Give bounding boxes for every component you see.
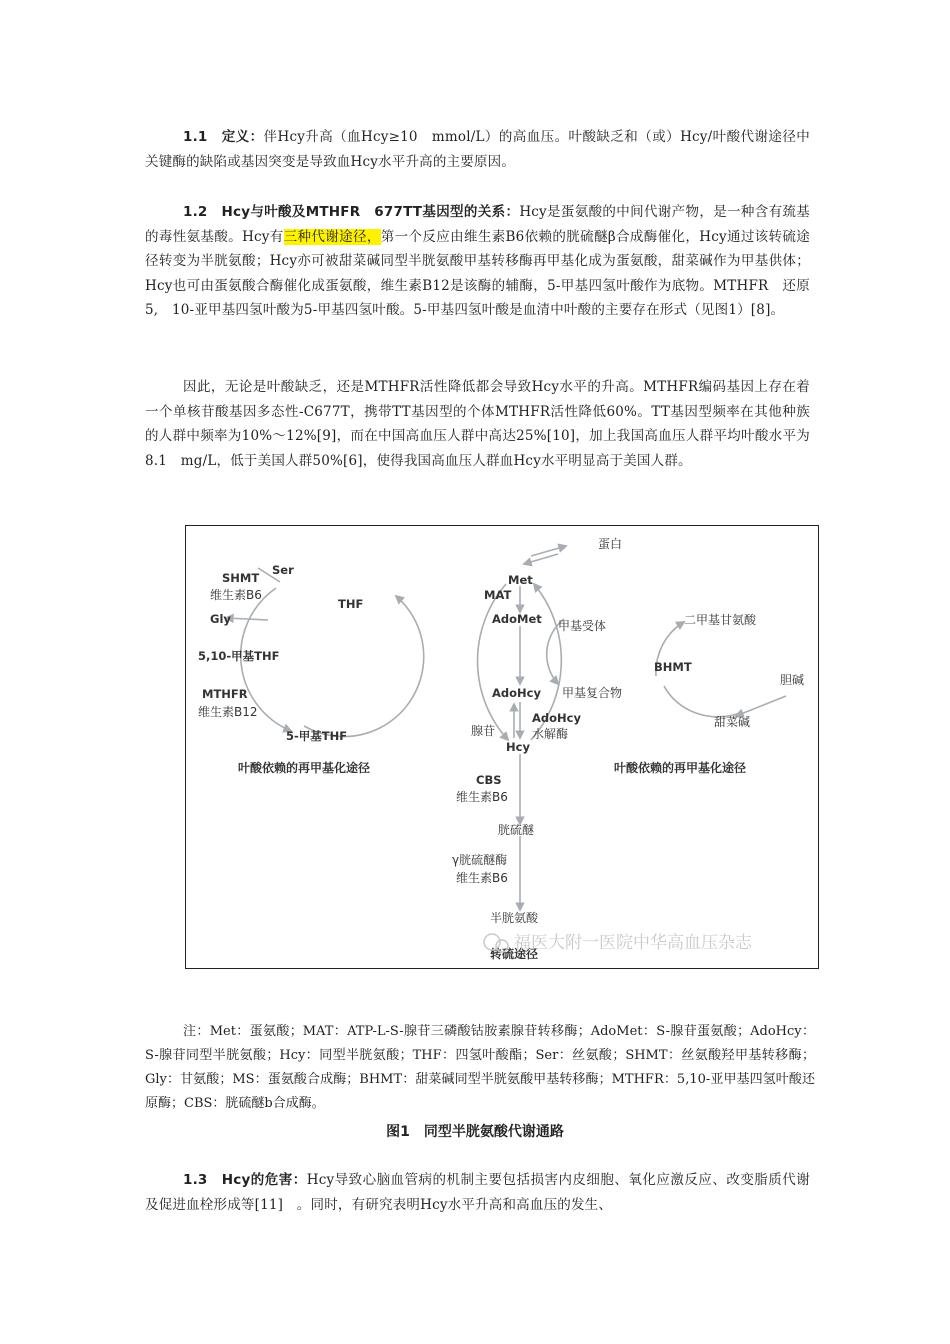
betaine-arc [664,686,740,717]
pathway-diagram [186,526,820,970]
section-1-1-heading: 定义： [221,129,264,145]
vitb6-cbs-label: 维生素B6 [456,790,508,804]
choline-label: 胆碱 [780,673,805,687]
protein-label: 蛋白 [598,537,623,551]
section-1-3 [145,1168,810,1217]
section-1-2-body-b: 第一个反应由维生素B6依赖的胱硫醚β合成酶催化，Hcy通过该转硫途径转变为半胱氨酸；Hcy亦可被甜菜碱同型半胱氨酸甲基转移酶再甲基化成为蛋氨酸，甜菜碱作为甲基供体；Hcy也可由蛋氨酸合酶催化成蛋氨酸，维生素B12是该酶的辅酶，5-甲基四氢叶酸作为底物。MTHFR 还原5, 10-亚甲基四氢叶酸为5-甲基四氢叶酸。5-甲基四氢叶酸是血清中叶酸的主要存在形式（见图1）[8]。 [145,228,810,318]
adohcy-enzyme-label-1: AdoHcy [532,711,581,725]
bhmt-label: BHMT [654,660,692,674]
methyl-thf-label: 5-甲基THF [286,729,348,743]
section-1-2 [145,200,810,323]
ser-label: Ser [272,563,294,577]
central-cycle-left [478,584,508,740]
section-1-3-body: Hcy导致心脑血管病的机制主要包括损害内皮细胞、氧化应激反应、改变脂质代谢及促进血栓形成等[11] 。同时，有研究表明Hcy水平升高和高血压的发生、 [145,1172,810,1213]
adenosine-label: 腺苷 [471,724,496,738]
mat-label: MAT [484,588,512,602]
thf-label: THF [338,597,364,611]
vitb12-label: 维生素B12 [198,705,258,719]
adomet-label: AdoMet [492,612,542,626]
choline-arrow [736,696,786,716]
hcy-label: Hcy [506,740,530,754]
section-1-1-number: 1.1 [183,129,208,145]
paragraph-mthfr: 因此，无论是叶酸缺乏，还是MTHFR活性降低都会导致Hcy水平的升高。MTHFR编码基因上存在着一个单核苷酸基因多态性-C677T，携带TT基因型的个体MTHFR活性降低60%。TT基因型频率在其他种族的人群中频率为10%～12%[9]，而在中国高血压人群中高达25%[10]，加上我国高血压人群平均叶酸水平为8.1 mg/L，低于美国人群50%[6]，使得我国高血压人群血Hcy水平明显高于美国人群。 [145,379,810,469]
section-1-2-number: 1.2 [183,204,208,220]
cysteine-label: 半胱氨酸 [490,911,539,925]
right-pathway-title: 叶酸依赖的再甲基化途径 [614,761,747,775]
gamma-enzyme-label: γ胱硫醚酶 [452,853,508,867]
protein-arrow-in [524,554,558,564]
methyl-complex-label: 甲基复合物 [562,686,623,700]
mthfr-label: MTHFR [202,687,248,701]
section-1-3-number: 1.3 [183,1172,208,1188]
watermark-text: 福医大附一医院中华高血压杂志 [514,933,752,953]
vitb6-gamma-label: 维生素B6 [456,871,508,885]
figure-caption: 图1 同型半胱氨酸代谢通路 [386,1124,564,1140]
section-1-1 [145,125,810,174]
section-1-3-heading: Hcy的危害： [221,1172,307,1188]
figure-note: 注：Met：蛋氨酸；MAT：ATP-L-S-腺苷三磷酸钴胺素腺苷转移酶；AdoMet：S-腺苷蛋氨酸；AdoHcy：S-腺苷同型半胱氨酸；Hcy：同型半胱氨酸；THF：四氢叶酸酯；Ser：丝氨酸；SHMT：丝氨酸羟甲基转移酶；Gly：甘氨酸；MS：蛋氨酸合成酶；BHMT：甜菜碱同型半胱氨酸甲基转移酶；MTHFR：5,10-亚甲基四氢叶酸还原酶；CBS：胱硫醚b合成酶。 [145,1024,815,1111]
vitb6-left-label: 维生素B6 [210,588,262,602]
transsulfuration-title: 转硫途径 [490,947,539,961]
folate-cycle-right [304,596,424,737]
section-1-2-body-a: Hcy是蛋氨酸的中间代谢产物，是一种含有巯基的毒性氨基酸。Hcy有 [145,204,810,245]
cbs-label: CBS [476,773,502,787]
section-1-1-body: 伴Hcy升高（血Hcy≥10 mmol/L）的高血压。叶酸缺乏和（或）Hcy/叶酸代谢途径中关键酶的缺陷或基因突变是导致血Hcy水平升高的主要原因。 [145,129,810,170]
gly-label: Gly [210,612,231,626]
methyl-acceptor-label: 甲基受体 [558,619,607,633]
section-1-2-heading: Hcy与叶酸及MTHFR 677TT基因型的关系： [221,204,520,220]
figure-hcy-pathway [185,525,819,969]
left-pathway-title: 叶酸依赖的再甲基化途径 [238,761,371,775]
adohcy-label: AdoHcy [492,686,541,700]
gly-arrow [226,618,268,620]
protein-arrow-out [531,546,566,556]
shmt-label: SHMT [222,571,260,585]
dmg-label: 二甲基甘氨酸 [684,613,757,627]
betaine-label: 甜菜碱 [714,715,751,729]
adohcy-enzyme-label-2: 水解酶 [532,727,569,741]
highlighted-text: 三种代谢途径， [283,228,381,245]
methylene-thf-label: 5,10-甲基THF [198,649,280,663]
cystathionine-label: 胱硫醚 [498,823,535,837]
met-label: Met [508,573,533,587]
